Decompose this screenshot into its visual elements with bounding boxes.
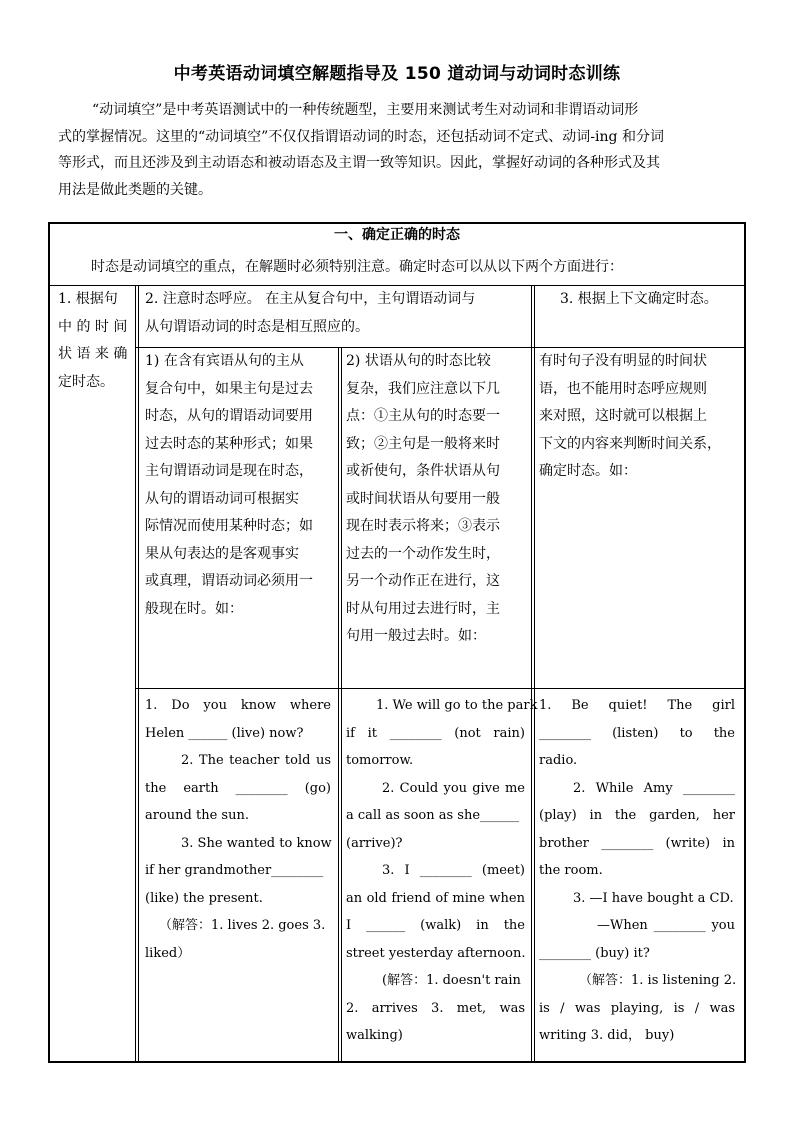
cell-line: —When ________ you [597, 918, 735, 933]
cell-line: 点：①主从句的时态要一 [346, 408, 500, 424]
table-rule [338, 347, 342, 1062]
cell-line: 语，也不能用时态呼应规则 [539, 380, 707, 397]
cell-line: walking) [346, 1028, 403, 1043]
cell-line: 3. 根据上下文确定时态。 [560, 291, 718, 307]
examples-2-cell [346, 692, 538, 1050]
cell-line: 另一个动作正在进行，这 [346, 573, 500, 589]
cell-line: if her grandmother________ [145, 863, 324, 878]
cell-line: ________ (listen) to the [539, 725, 735, 741]
cell-line: 来对照，这时就可以根据上 [539, 408, 707, 424]
cell-line: 或时间状语从句要用一般 [346, 490, 500, 507]
cell-line: a call as soon as she______ [346, 808, 520, 823]
cell-line: 2. Could you give me [382, 780, 525, 796]
intro-line: 式的掌握情况。这里的“动词填空”不仅仅指谓语动词的时态，还包括动词不定式、动词-ing 和分词 [58, 128, 664, 145]
rule-1-cell [145, 348, 332, 623]
cell-line: （解答：1. lives 2. goes 3. [159, 918, 326, 933]
rule-2-cell [346, 348, 526, 651]
cell-line: 2. The teacher told us [181, 753, 331, 768]
cell-line: 3. I ________ (meet) [382, 863, 525, 878]
rule-3-cell [539, 348, 739, 486]
cell-line: an old friend of mine when [346, 890, 525, 906]
cell-line: if it ________ (not rain) [346, 725, 525, 741]
cell-line: 际情况而使用某种时态；如 [145, 518, 313, 534]
cell-line: brother ________ (write) in [539, 835, 735, 851]
table-rule [136, 688, 745, 689]
table-rule [135, 285, 139, 1062]
intro-line: 用法是做此类题的关键。 [58, 181, 212, 198]
cell-line: 般现在时。如： [145, 600, 243, 617]
cell-line: radio. [539, 753, 578, 768]
cell-line: 2. While Amy ________ [573, 780, 735, 796]
cell-line: (like) the present. [145, 890, 263, 906]
cell-line: (解答：1. doesn't rain [382, 973, 521, 988]
cell-line: around the sun. [145, 808, 249, 823]
method-3-heading [560, 286, 740, 314]
cell-line: 果从句表达的是客观事实 [145, 545, 299, 562]
cell-line: 时从句用过去进行时，主 [346, 600, 500, 617]
examples-3-cell [539, 692, 735, 1050]
cell-line: 状 语 来 确 [58, 346, 128, 362]
cell-line: (play) in the garden, her [539, 808, 735, 823]
cell-line: street yesterday afternoon. [346, 945, 526, 961]
cell-line: Helen ______ (live) now? [145, 725, 304, 741]
intro-line: 等形式，而且还涉及到主动语态和被动语态及主谓一致等知识。因此，掌握好动词的各种形式及其 [58, 155, 660, 171]
cell-line: （解答：1. is listening 2. [579, 973, 737, 988]
cell-line: 3. —I have bought a CD. [573, 890, 734, 906]
cell-line: 复合句中，如果主句是过去 [145, 380, 313, 397]
cell-line: 时态，从句的谓语动词要用 [145, 408, 313, 424]
cell-line: 1. Do you know where [145, 698, 331, 713]
section-title: 一、确定正确的时态 [334, 227, 460, 243]
intro-line: “动词填空”是中考英语测试中的一种传统题型，主要用来测试考生对动词和非谓语动词形 [92, 102, 639, 118]
cell-line: 下文的内容来判断时间关系， [539, 435, 721, 452]
cell-line: 从句的谓语动词可根据实 [145, 490, 299, 507]
cell-line: 2. 注意时态呼应。 在主从复合句中，主句谓语动词与 [145, 291, 476, 307]
cell-line: 现在时表示将来；③表示 [346, 518, 500, 534]
page-title: 中考英语动词填空解题指导及 150 道动词与动词时态训练 [173, 64, 621, 84]
cell-line: 过去的一个动作发生时， [346, 545, 500, 562]
cell-line: 2. arrives 3. met, was [346, 1000, 525, 1016]
cell-line: ________ (buy) it? [539, 945, 650, 961]
cell-line: 3. She wanted to know [181, 835, 332, 851]
cell-line: 中 的 时 间 [58, 318, 128, 335]
table-border-right [744, 222, 746, 1063]
cell-line: I ______ (walk) in the [346, 918, 525, 933]
cell-line: is / was playing, is / was [539, 1000, 735, 1016]
cell-line: 定时态。 [58, 373, 114, 390]
cell-line: 主句谓语动词是现在时态， [145, 463, 313, 479]
cell-line: 或真理，谓语动词必须用一 [145, 573, 313, 589]
cell-line: 1. We will go to the park [376, 698, 538, 713]
cell-line: 1) 在含有宾语从句的主从 [145, 353, 304, 369]
cell-line: 确定时态。如： [539, 463, 637, 479]
table-rule [531, 285, 535, 1062]
section-description: 时态是动词填空的重点，在解题时必须特别注意。确定时态可以从以下两个方面进行： [91, 259, 623, 275]
table-border-left [48, 222, 50, 1063]
cell-line: 1. 根据句 [58, 291, 118, 307]
cell-line: 2) 状语从句的时态比较 [346, 353, 491, 369]
cell-line: the room. [539, 863, 603, 878]
cell-line: (arrive)? [346, 835, 403, 851]
cell-line: 从句谓语动词的时态是相互照应的。 [145, 318, 369, 335]
cell-line: tomorrow. [346, 753, 414, 768]
table-border-bottom [48, 1061, 745, 1063]
cell-line: 复杂，我们应注意以下几 [346, 380, 500, 397]
cell-line: 有时句子没有明显的时间状 [539, 353, 707, 369]
cell-line: writing 3. did， buy) [539, 1028, 675, 1043]
cell-line: 致；②主句是一般将来时 [346, 435, 500, 452]
examples-1-cell [145, 692, 331, 967]
method-2-heading [145, 286, 525, 341]
cell-line: the earth ________ (go) [145, 780, 331, 796]
cell-line: liked） [145, 945, 191, 961]
cell-line: 1. Be quiet! The girl [539, 698, 735, 713]
method-1-cell [58, 286, 130, 396]
cell-line: 或祈使句，条件状语从句 [346, 463, 500, 479]
cell-line: 句用一般过去时。如： [346, 628, 486, 644]
cell-line: 过去时态的某种形式；如果 [145, 435, 313, 452]
